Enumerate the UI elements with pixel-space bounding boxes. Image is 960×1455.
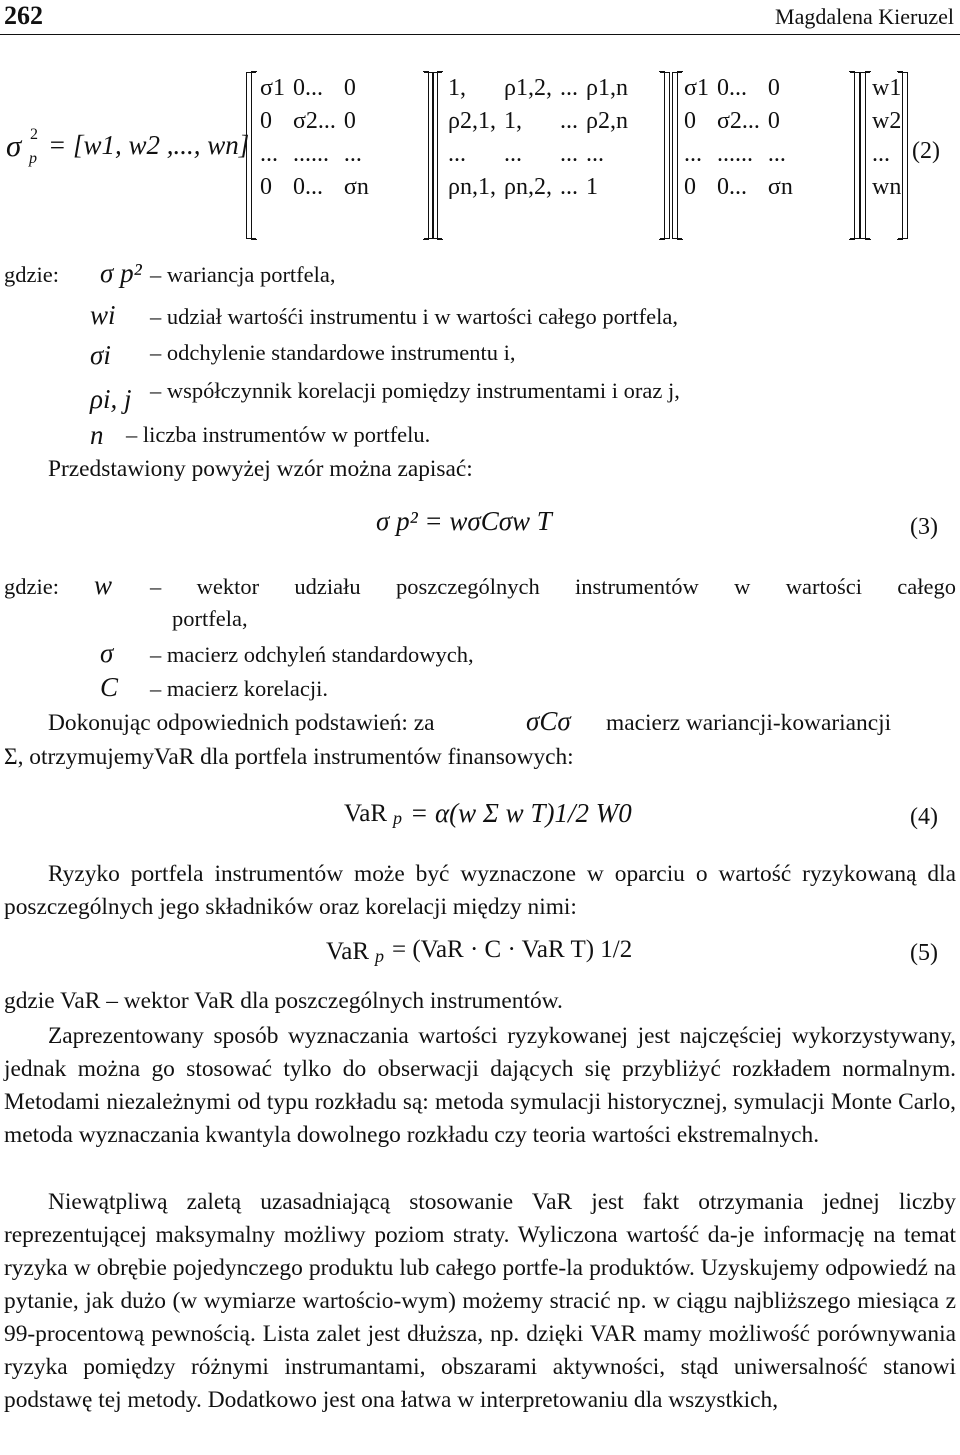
eq4-lhs-sub: p (393, 808, 402, 828)
def-symbol-n: n (90, 420, 104, 450)
paragraph-dokonujac-symbol: σCσ (526, 706, 571, 736)
defs1-intro: gdzie: (4, 262, 59, 287)
eq5-rhs: = (VaR · C · VaR T) 1/2 (392, 936, 633, 963)
equation-3: σ p² = wσCσw T (376, 506, 552, 536)
eq4-rhs: = α(w Σ w T)1/2 W0 (410, 798, 632, 828)
page-number: 262 (4, 1, 43, 30)
eq2-lhs-sigma: σ (6, 128, 22, 163)
paragraph-gdzie-var: gdzie VaR – wektor VaR dla poszczególnych instrumentów. (4, 988, 563, 1014)
def-symbol-stddev: σi (90, 340, 111, 370)
paragraph-ryzyko: Ryzyko portfela instrumentów może być wyznaczone w oparciu o wartość ryzykowaną dla poszczególnych jego składników oraz korelacji między nimi: (4, 861, 956, 920)
paragraph-niewatpliwa: Niewątpliwą zaletą uzasadniającą stosowanie VaR jest fakt otrzymania jednej liczby reprezentującej maksymalny możliwy poziom straty. Wyliczona wartość da-je informację na temat ryzyka w obrębie pojedynczego produktu lub całego portfe-la produktów. Uzyskujemy odpowiedź na pytanie, jak dużo (w wymiarze wartościo-wym) możemy stracić np. w ciągu najbliższego miesiąca z 99-procentową pewnością. Lista zalet jest dłuższa, np. dzięki VAR mamy możliwość porównywania ryzyka pomiędzy różnymi instrumantami, obszarami aktywności, stąd uniwersalność stanowi podstawę tej metody. Dodatkowo jest ona łatwa w interpretowaniu dla wszystkich, (4, 1189, 956, 1413)
eq2-lhs-sub: p (29, 150, 37, 167)
eq3-number: (3) (910, 514, 938, 540)
def-text-variance: – wariancja portfela, (150, 262, 336, 287)
paragraph-dokonujac-line1a: Dokonując odpowiednich podstawień: za (48, 710, 435, 736)
def-symbol-correlation: ρi, j (90, 384, 132, 414)
paragraph-dokonujac-line1b: macierz wariancji-kowariancji (606, 710, 892, 736)
eq5-lhs: VaR (326, 938, 370, 965)
paragraph-zaprezentowany: Zaprezentowany sposób wyznaczania wartości ryzykowanej jest najczęściej wykorzystywany, jednak można go stosować tylko do obserwacji dających się przybliżyć rozkładem normalnym. Metodami niezależnymi od typu rozkładu są: metoda symulacji historycznej, symulacji Monte Carlo, metoda wyznaczania kwantyla dowolnego rozkładu czy teoria wartości ekstremalnych. (4, 1023, 956, 1148)
eq2-number: (2) (912, 138, 940, 164)
def2-text-sigma: – macierz odchyleń standardowych, (150, 642, 474, 667)
eq4-number: (4) (910, 804, 938, 830)
eq2-lhs-sup: 2 (30, 126, 38, 143)
def2-symbol-w: w (94, 570, 113, 600)
def2-text-c: – macierz korelacji. (150, 676, 329, 701)
def2-text-w-cont: portfela, (172, 606, 248, 631)
def2-symbol-sigma: σ (100, 638, 114, 668)
header-rule (0, 34, 960, 35)
weights-column-vector: w1 w2 ... wn (872, 75, 902, 200)
sigma-matrix-left: σ1 0... 0 0 σ2... 0 ... ...... ... 0 0... σn (260, 75, 369, 200)
def-text-stddev: – odchylenie standardowe instrumentu i, (150, 340, 516, 365)
def-text-n: – liczba instrumentów w portfelu. (126, 422, 431, 447)
matrix2-left-bracket (432, 72, 442, 239)
wcol-right-bracket (898, 72, 908, 239)
def-symbol-weight: wi (90, 300, 116, 330)
eq4-lhs: VaR (344, 800, 388, 827)
def-symbol-variance: σ p² (100, 258, 142, 288)
eq5-number: (5) (910, 940, 938, 966)
defs2-intro: gdzie: (4, 574, 59, 599)
def-text-correlation: – współczynnik korelacji pomiędzy instrumentami i oraz j, (150, 378, 680, 403)
matrix1-left-bracket (246, 72, 256, 239)
eq2-row-vector: = [w1, w2 ,..., wn] (48, 130, 250, 160)
def-text-weight: – udział wartośći instrumentu i w wartości całego portfela, (150, 304, 678, 329)
matrix3-right-bracket (850, 72, 860, 239)
eq5-lhs-sub: p (375, 946, 384, 966)
correlation-matrix: 1, ρ1,2, ... ρ1,n ρ2,1, 1, ... ρ2,n ... ... ... ... ρn,1, ρn,2, ... 1 (448, 75, 628, 200)
running-header-author: Magdalena Kieruzel (775, 4, 954, 29)
paragraph-intro-eq3: Przedstawiony powyżej wzór można zapisać: (48, 456, 473, 482)
def2-symbol-c: C (100, 672, 119, 702)
matrix2-right-bracket (660, 72, 670, 239)
sigma-matrix-right: σ1 0... 0 0 σ2... 0 ... ...... ... 0 0... σn (684, 75, 793, 200)
paragraph-dokonujac-line2: Σ, otrzymujemyVaR dla portfela instrumentów finansowych: (4, 744, 574, 770)
def2-text-w: – wektor udziału poszczególnych instrumentów w wartości całego (150, 574, 957, 599)
